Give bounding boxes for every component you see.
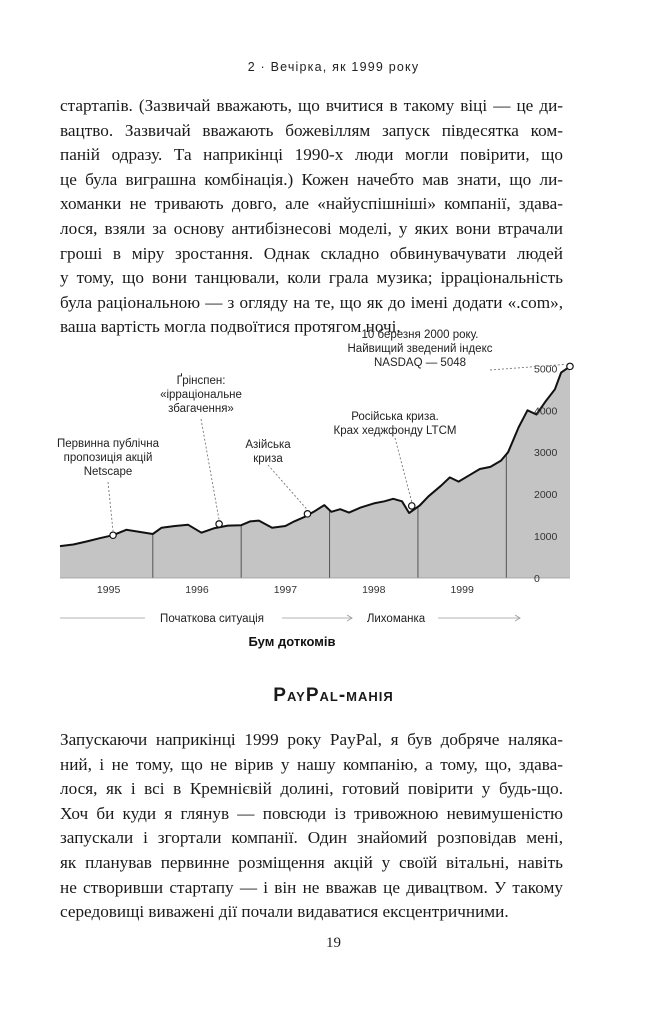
text-line: запускали і згортали компанії. Один знайомий розповідав мені, (60, 828, 563, 848)
text-line: середовищі виважені дії почали видаватися ексцентричними. (60, 902, 509, 922)
x-tick-label: 1999 (450, 584, 474, 596)
annotation-leader (268, 465, 307, 510)
chart-title: Бум доткомів (248, 634, 336, 649)
text-line: лося, як і всі в Кремнієвій долині, готовий повірити у будь-що. (60, 779, 563, 799)
text-line: паній одразу. Та наприкінці 1990-х люди могли повірити, що (60, 145, 563, 165)
text-line: вацтво. Зазвичай вважають божевіллям запуск півдесятка ком- (60, 120, 563, 140)
annotation-label: пропозиція акцій (63, 452, 153, 464)
annotation-leader (108, 482, 113, 531)
annotation-label: NASDAQ — 5048 (373, 357, 467, 369)
text-line: як планував первинне розміщення акцій у своїй вітальні, навіть (60, 852, 563, 872)
x-tick-label: 1996 (185, 584, 209, 596)
annotation-label: «ірраціональне (160, 389, 242, 401)
annotation-label: Первинна публічна (56, 438, 160, 450)
annotation-label: Найвищий зведений індекс (347, 343, 493, 355)
chart-area (60, 366, 570, 578)
annotation-label: збагачення» (168, 403, 234, 415)
text-line: стартапів. (Зазвичай вважають, що вчитися в такому віці — це ди- (60, 96, 563, 115)
annotation-label: Ґрінспен: (176, 375, 226, 387)
text-line: ваша вартість могла подвоїтися протягом ночі. (60, 317, 401, 337)
running-head: 2 · Вечірка, як 1999 року (247, 60, 420, 74)
annotation-label: Netscape (83, 466, 133, 478)
text-line: ний, і не тому, що не вірив у нашу компанію, а тому, що, здава- (60, 754, 563, 774)
annotation-marker (110, 532, 116, 538)
text-line: Запускаючи наприкінці 1999 року PayPal, я був добряче наляка- (60, 730, 563, 749)
y-tick-label: 0 (534, 573, 540, 585)
section-title: PayPal-манія (273, 685, 394, 706)
text-line: не створивши стартапу — і він не вважав це дивацтвом. У такому (60, 877, 563, 897)
annotation-label: Російська криза. (351, 411, 439, 423)
annotation-marker (567, 363, 573, 369)
text-line: хоманки не тривають довго, але «найуспішніші» компанії, здава- (60, 194, 563, 214)
body-paragraph-1 (60, 94, 563, 340)
annotation-marker (304, 511, 310, 517)
y-tick-label: 4000 (534, 405, 558, 418)
x-tick-label: 1997 (273, 584, 298, 596)
text-line: у тому, що вони танцювали, коли грала музика; ірраціональність (60, 268, 563, 288)
y-tick-label: 2000 (534, 489, 558, 502)
annotation-leader (395, 438, 412, 502)
annotation-leader (201, 419, 219, 520)
phase-label: Початкова ситуація (160, 613, 264, 625)
body-paragraph-2 (60, 728, 563, 925)
nasdaq-chart-svg (0, 320, 667, 660)
annotation-marker (216, 521, 222, 527)
annotation-label: Азійська (245, 439, 291, 451)
annotation-label: Крах хеджфонду LTCM (333, 425, 457, 437)
text-line: лося, взяли за основу антибізнесові моделі, у яких вони втрачали (60, 218, 563, 238)
y-tick-label: 5000 (534, 363, 558, 376)
y-tick-label: 1000 (534, 531, 558, 544)
x-tick-label: 1998 (362, 584, 386, 596)
y-tick-label: 3000 (534, 447, 558, 460)
text-line: була раціональною — з огляду на те, що як до імені додати «.com», (60, 292, 563, 312)
annotation-label: 10 березня 2000 року. (361, 329, 479, 341)
page-number: 19 (326, 935, 341, 951)
text-line: Хоч би куди я глянув — повсюди із тривожною невимушеністю (60, 803, 563, 823)
x-tick-label: 1995 (96, 584, 121, 596)
annotation-label: криза (253, 453, 283, 465)
text-line: гроші в міру зростання. Однак складно обвинувачувати людей (60, 243, 563, 263)
nasdaq-chart (0, 320, 667, 660)
annotation-marker (409, 503, 415, 509)
phase-label: Лихоманка (366, 613, 426, 625)
text-line: це була виграшна комбінація.) Кожен начебто мав знати, що ли- (60, 169, 563, 189)
